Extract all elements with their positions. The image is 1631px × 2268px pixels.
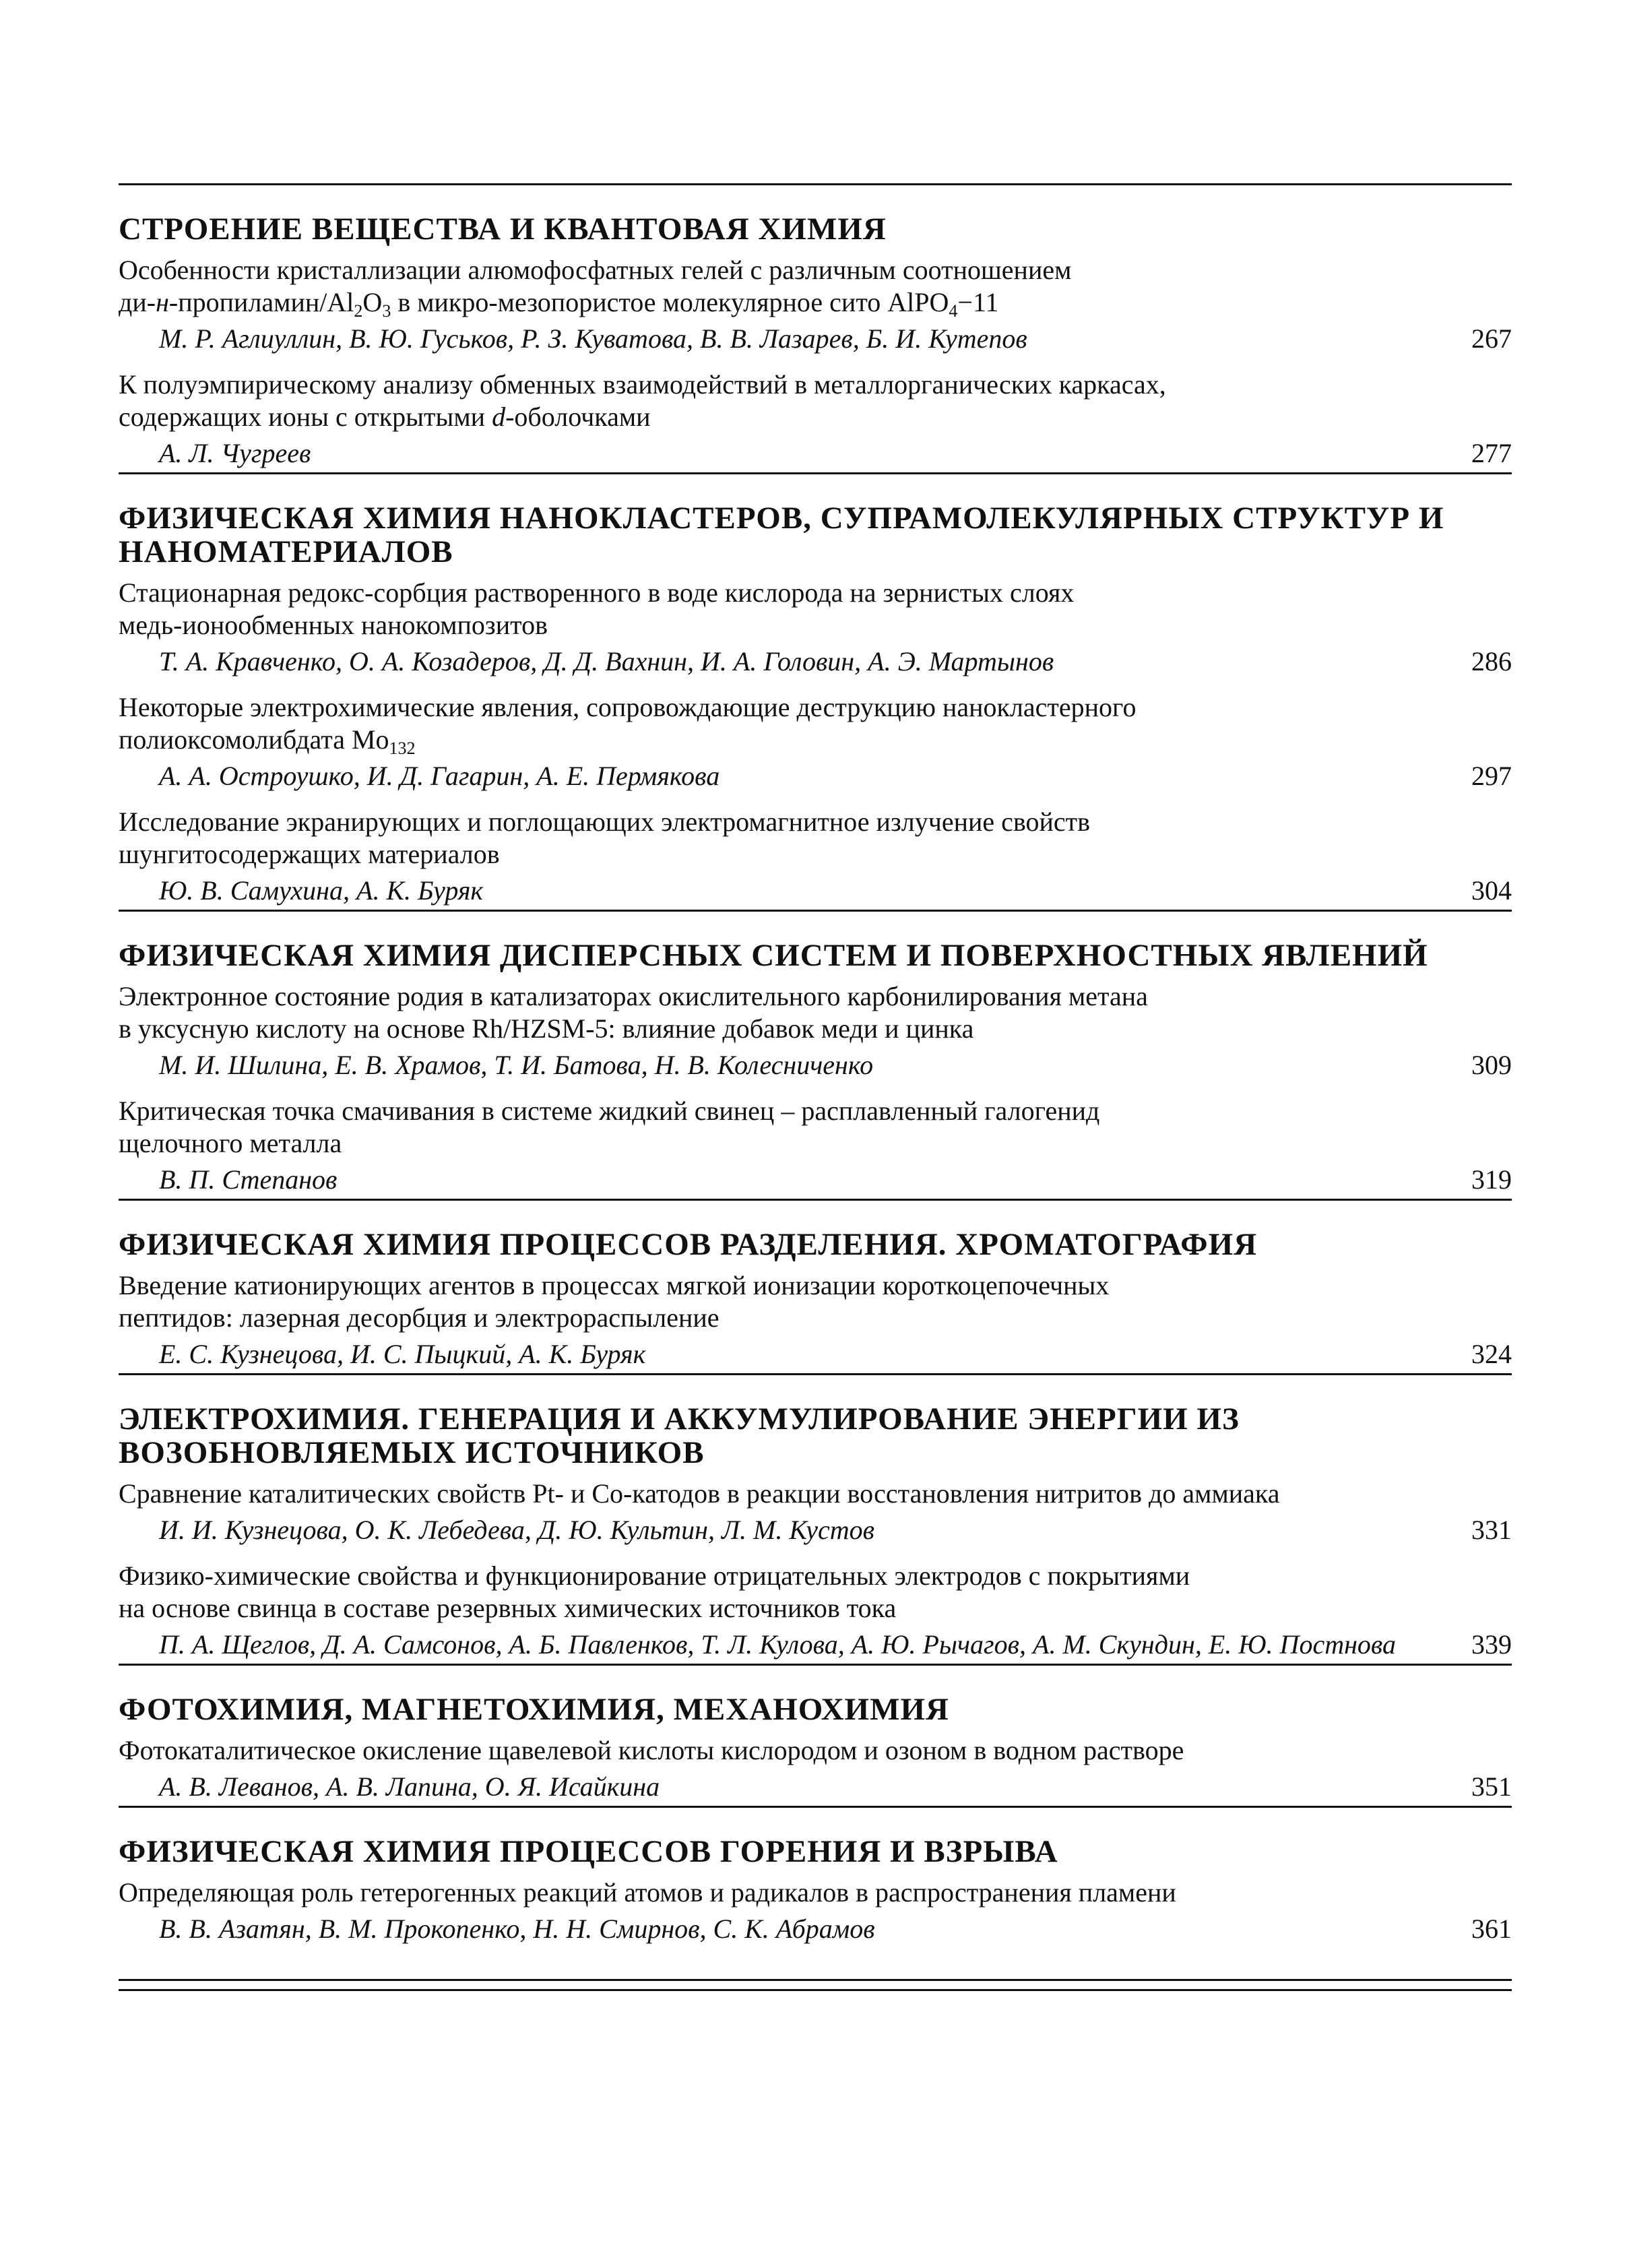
toc-section [119,1835,1512,1945]
toc-section [119,501,1512,912]
toc-section [119,1693,1512,1808]
section-title: ФОТОХИМИЯ, МАГНЕТОХИМИЯ, МЕХАНОХИМИЯ [119,1692,949,1727]
section-title: СТРОЕНИЕ ВЕЩЕСТВА И КВАНТОВАЯ ХИМИЯ [119,212,887,247]
toc-entry[interactable] [119,1877,1512,1945]
entry-page-number[interactable]: 286 [1471,646,1512,676]
section-rule [119,1199,1512,1201]
toc-entry[interactable] [119,1478,1512,1546]
entry-authors: В. П. Степанов [159,1164,338,1195]
entry-page-number[interactable]: 361 [1471,1914,1512,1944]
entry-authors-row [119,319,1512,355]
section-title: ФИЗИЧЕСКАЯ ХИМИЯ НАНОКЛАСТЕРОВ, СУПРАМОЛЕКУЛЯРНЫХ СТРУКТУР И НАНОМАТЕРИАЛОВ [119,501,1444,569]
entry-authors: М. И. Шилина, Е. В. Храмов, Т. И. Батова, Н. В. Колесниченко [159,1050,874,1080]
entry-title-line: щелочного металла [119,1128,342,1158]
section-title: ЭЛЕКТРОХИМИЯ. ГЕНЕРАЦИЯ И АККУМУЛИРОВАНИЕ ЭНЕРГИИ ИЗ ВОЗОБНОВЛЯЕМЫХ ИСТОЧНИКОВ [119,1401,1240,1470]
entry-authors: Е. С. Кузнецова, И. С. Пыцкий, А. К. Буряк [159,1339,646,1369]
toc-entry[interactable] [119,254,1512,355]
toc-entry[interactable] [119,1734,1512,1803]
section-rule [119,1664,1512,1666]
entry-title-line: Некоторые электрохимические явления, сопровождающие деструкцию нанокластерного [119,692,1137,722]
entry-authors: М. Р. Аглиуллин, В. Ю. Гуськов, Р. З. Куватова, В. В. Лазарев, Б. И. Кутепов [159,323,1027,354]
entry-page-number[interactable]: 351 [1471,1771,1512,1802]
entry-title-line: Фотокаталитическое окисление щавелевой кислоты кислородом и озоном в водном растворе [119,1735,1184,1765]
entry-title-line: Стационарная редокс-сорбция растворенного в воде кислорода на зернистых слоях [119,577,1075,608]
entry-title-line: Сравнение каталитических свойств Pt- и Co-катодов в реакции восстановления нитритов до аммиака [119,1478,1280,1509]
entry-authors-row [119,1767,1512,1803]
section-rule [119,910,1512,912]
toc-sections [119,212,1512,1945]
entry-title-line: Физико-химические свойства и функционирование отрицательных электродов с покрытиями [119,1561,1190,1591]
entry-title-line: К полуэмпирическому анализу обменных взаимодействий в металлорганических каркасах, [119,369,1166,400]
entry-title-line: шунгитосодержащих материалов [119,839,500,869]
entry-authors: А. Л. Чугреев [159,438,311,468]
entry-page-number[interactable]: 267 [1471,323,1512,354]
entry-page-number[interactable]: 339 [1471,1629,1512,1660]
entry-authors-row [119,1625,1512,1661]
entry-authors: А. В. Леванов, А. В. Лапина, О. Я. Исайкина [159,1771,660,1802]
toc-entry[interactable] [119,691,1512,792]
entry-title-line: $ди-н-пропиламин/Al_2O_3$ в микро-мезопористое молекулярное сито AlPO$_4$−11 [119,287,999,321]
toc-section [119,1228,1512,1375]
entry-title-line: полиоксомолибдата $Mo_{132}$ [119,724,416,758]
entry-authors-row [119,1334,1512,1371]
toc-section [119,212,1512,474]
entry-authors-row [119,1909,1512,1945]
section-title: ФИЗИЧЕСКАЯ ХИМИЯ ПРОЦЕССОВ ГОРЕНИЯ И ВЗРЫВА [119,1834,1058,1869]
entry-title-line: медь-ионообменных нанокомпозитов [119,610,548,640]
entry-title-line: Определяющая роль гетерогенных реакций атомов и радикалов в распространения пламени [119,1877,1176,1908]
toc-entry[interactable] [119,806,1512,907]
toc-entry[interactable] [119,1560,1512,1661]
toc-entry[interactable] [119,369,1512,470]
entry-authors-row [119,641,1512,678]
entry-title-line: Введение катионирующих агентов в процессах мягкой ионизации короткоцепочечных [119,1270,1110,1300]
entry-title-line: Исследование экранирующих и поглощающих электромагнитное излучение свойств [119,807,1091,837]
entry-title-line: Критическая точка смачивания в системе жидкий свинец – расплавленный галогенид [119,1096,1100,1126]
toc-section [119,939,1512,1201]
entry-page-number[interactable]: 304 [1471,875,1512,906]
entry-title-line: в уксусную кислоту на основе Rh/HZSM-5: влияние добавок меди и цинка [119,1013,974,1044]
entry-authors-row [119,433,1512,470]
section-title: ФИЗИЧЕСКАЯ ХИМИЯ ПРОЦЕССОВ РАЗДЕЛЕНИЯ. ХРОМАТОГРАФИЯ [119,1227,1258,1262]
entry-page-number[interactable]: 277 [1471,438,1512,468]
entry-page-number[interactable]: 309 [1471,1050,1512,1080]
entry-title-line: Электронное состояние родия в катализаторах окислительного карбонилирования метана [119,981,1148,1011]
entry-page-number[interactable]: 331 [1471,1515,1512,1545]
entry-authors: В. В. Азатян, В. М. Прокопенко, Н. Н. Смирнов, С. К. Абрамов [159,1914,875,1944]
entry-authors: И. И. Кузнецова, О. К. Лебедева, Д. Ю. Культин, Л. М. Кустов [159,1515,874,1545]
toc-entry[interactable] [119,577,1512,678]
toc-entry[interactable] [119,1269,1512,1371]
section-rule [119,472,1512,474]
section-rule [119,1373,1512,1375]
bottom-double-rule [119,1979,1512,1991]
entry-authors-row [119,1510,1512,1546]
entry-page-number[interactable]: 324 [1471,1339,1512,1369]
entry-authors: Т. А. Кравченко, О. А. Козадеров, Д. Д. Вахнин, И. А. Головин, А. Э. Мартынов [159,646,1054,676]
entry-authors-row [119,871,1512,907]
entry-title-line: содержащих ионы с открытыми d-оболочками [119,402,651,432]
entry-page-number[interactable]: 319 [1471,1164,1512,1195]
entry-page-number[interactable]: 297 [1471,761,1512,791]
toc-entry[interactable] [119,980,1512,1081]
entry-authors-row [119,1160,1512,1196]
toc-section [119,1402,1512,1666]
top-rule [119,183,1512,185]
entry-title-line: Особенности кристаллизации алюмофосфатных гелей с различным соотношением [119,255,1072,285]
table-of-contents [119,183,1512,1991]
entry-title-line: на основе свинца в составе резервных химических источников тока [119,1593,897,1623]
entry-authors: Ю. В. Самухина, А. К. Буряк [159,875,484,906]
section-rule [119,1806,1512,1808]
entry-authors-row [119,756,1512,792]
entry-title-line: пептидов: лазерная десорбция и электрораспыление [119,1302,719,1333]
toc-entry[interactable] [119,1095,1512,1196]
entry-authors: П. А. Щеглов, Д. А. Самсонов, А. Б. Павленков, Т. Л. Кулова, А. Ю. Рычагов, А. М. Скундин, Е. Ю. Постнова [159,1629,1397,1660]
section-title: ФИЗИЧЕСКАЯ ХИМИЯ ДИСПЕРСНЫХ СИСТЕМ И ПОВЕРХНОСТНЫХ ЯВЛЕНИЙ [119,938,1428,973]
entry-authors-row [119,1045,1512,1081]
entry-authors: А. А. Остроушко, И. Д. Гагарин, А. Е. Пермякова [159,761,720,791]
